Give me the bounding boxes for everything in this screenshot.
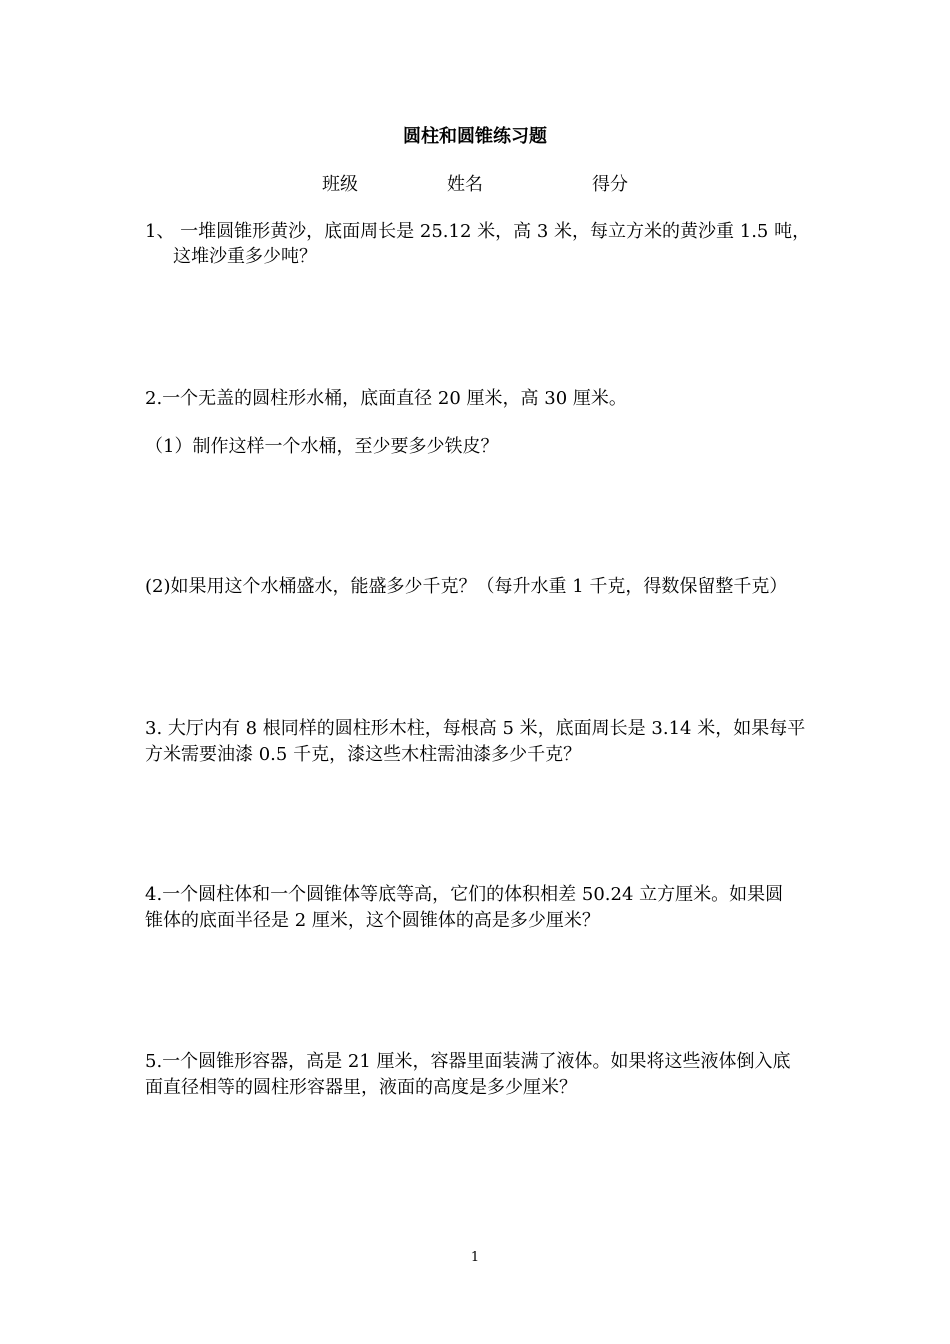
question-1-line-2: 这堆沙重多少吨？ xyxy=(173,246,317,267)
question-1-line-1: 1、 一堆圆锥形黄沙，底面周长是 25.12 米，高 3 米，每立方米的黄沙重 1.5 吨， xyxy=(145,221,811,242)
question-2-part-1: （1）制作这样一个水桶，至少要多少铁皮？ xyxy=(145,436,499,457)
question-2-stem: 2.一个无盖的圆柱形水桶，底面直径 20 厘米，高 30 厘米。 xyxy=(145,388,627,409)
page-number: 1 xyxy=(470,1250,480,1265)
question-3-line-2: 方米需要油漆 0.5 千克，漆这些木柱需油漆多少千克？ xyxy=(145,744,582,765)
question-4-line-2: 锥体的底面半径是 2 厘米，这个圆锥体的高是多少厘米？ xyxy=(145,910,600,931)
name-label: 姓名 xyxy=(447,174,483,195)
question-2-part-2: (2)如果用这个水桶盛水，能盛多少千克？（每升水重 1 千克，得数保留整千克） xyxy=(145,576,788,597)
question-4-line-1: 4.一个圆柱体和一个圆锥体等底等高，它们的体积相差 50.24 立方厘米。如果圆 xyxy=(145,884,784,905)
page-title: 圆柱和圆锥练习题 xyxy=(403,126,547,147)
class-label: 班级 xyxy=(322,174,358,195)
question-5-line-1: 5.一个圆锥形容器，高是 21 厘米，容器里面装满了液体。如果将这些液体倒入底 xyxy=(145,1051,791,1072)
question-3-line-1: 3. 大厅内有 8 根同样的圆柱形木柱，每根高 5 米，底面周长是 3.14 米，如果每平 xyxy=(145,718,806,739)
score-label: 得分 xyxy=(592,174,628,195)
question-5-line-2: 面直径相等的圆柱形容器里，液面的高度是多少厘米？ xyxy=(145,1077,577,1098)
